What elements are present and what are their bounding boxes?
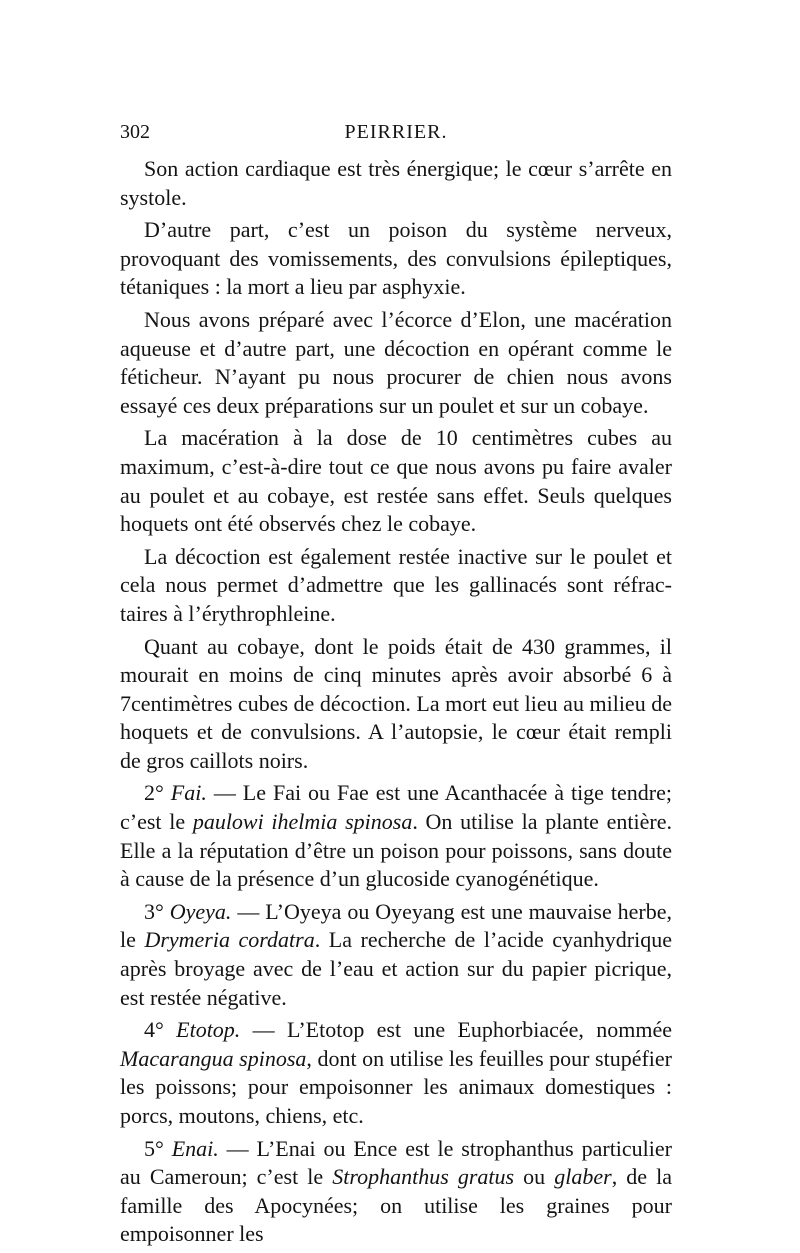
species-name: Drymeria cordatra [144, 927, 315, 953]
paragraph-cobaye-autopsy: Quant au cobaye, dont le poids était de 430 grammes, il mourait en moins de cinq minutes après avoir absorbé 6 à 7centimètres cubes de décoction. La mort eut lieu au milieu de hoquets et de convulsions. A l’autopsie, le cœur était rempli de gros caillots noirs. [120, 633, 672, 773]
running-head: PEIRRIER. [344, 121, 448, 143]
paragraph-text: . On utilise la plante entière. Elle a la réputation d’être un poison pour poissons, sans doute à cause de la présence d’un glucoside cyanogénétique. [120, 809, 672, 892]
plant-name: Oyeya. [169, 898, 232, 924]
paragraph-oyeya [120, 898, 672, 1012]
plant-name: Enai. [171, 1135, 219, 1161]
paragraph-text: ou [514, 1164, 555, 1190]
item-number: 5° [144, 1135, 164, 1161]
page-header [120, 118, 672, 146]
paragraph-maceration-preparation: Nous avons préparé avec l’écorce d’Elon, une macération aqueuse et d’autre part, une décoction en opérant comme le féticheur. N’ayant pu nous procurer de chien nous avons essayé ces deux préparations sur un poulet et sur un cobaye. [120, 306, 672, 418]
paragraph-cardiac-action: Son action cardiaque est très énergique; le cœur s’arrête en systole. [120, 156, 672, 210]
paragraph-text: — L’Enai ou Ence est le strophanthus particulier au Cameroun; c’est le [120, 1135, 672, 1190]
paragraph-text: . La recherche de l’acide cyanhydrique après broyage avec de l’eau et action sur du papier picrique, est restée négative. [120, 927, 672, 1010]
paragraph-text: , de la famille des Apocynées; on utilise les graines pour empoisonner les [120, 1164, 672, 1247]
paragraph-maceration-dose: La macération à la dose de 10 centimètres cubes au maximum, c’est-à-dire tout ce que nous avons pu faire avaler au poulet et au cobaye, est restée sans effet. Seuls quelques hoquets ont été observés chez le cobaye. [120, 425, 672, 537]
body-text [120, 155, 672, 1253]
paragraph-nervous-poison: D’autre part, c’est un poison du système nerveux, provoquant des vomissements, des convulsions épileptiques, tétaniques : la mort a lieu par asphyxie. [120, 217, 672, 300]
paragraph-etotop [120, 1016, 672, 1130]
species-name: Macarangua spinosa [120, 1045, 307, 1071]
paragraph-decoction-poulet: La décoction est également restée inactive sur le poulet et cela nous permet d’admettre que les gallinacés sont réfractaires à l’érythrophleine. [120, 543, 672, 626]
species-name: paulowi ihelmia spinosa [192, 809, 413, 835]
paragraph-enai [120, 1135, 672, 1249]
paragraph-text: , dont on utilise les feuilles pour stupéfier les poissons; pour empoisonner les animaux domestiques : porcs, moutons, chiens, etc. [120, 1045, 673, 1128]
species-name: Strophanthus gratus [332, 1164, 515, 1190]
paragraph-text: — L’Oyeya ou Oyeyang est une mauvaise herbe, le [120, 898, 673, 953]
paragraph-text: — L’Etotop est une Euphorbiacée, nommée [240, 1017, 673, 1043]
paragraph-text: — Le Fai ou Fae est une Acanthacée à tige tendre; c’est le [120, 780, 672, 835]
plant-name: Etotop. [176, 1017, 241, 1043]
item-number: 2° [144, 780, 164, 806]
species-name: glaber [554, 1164, 612, 1190]
item-number: 4° [144, 1017, 164, 1043]
item-number: 3° [144, 898, 164, 924]
paragraph-fai [120, 779, 672, 893]
page-number: 302 [120, 121, 150, 143]
plant-name: Fai. [170, 780, 207, 806]
